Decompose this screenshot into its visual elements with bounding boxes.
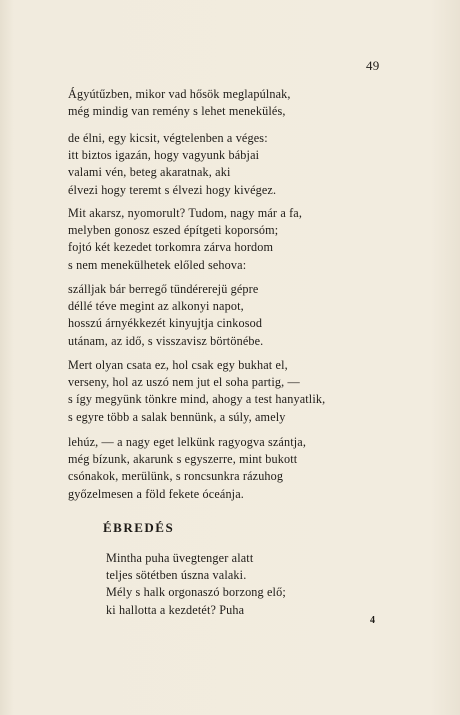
verse-line: Mit akarsz, nyomorult? Tudom, nagy már a fa, — [68, 206, 303, 220]
verse-line: győzelmesen a föld fekete óceánja. — [68, 486, 244, 501]
stanza-1 — [68, 86, 291, 120]
verse-line: de élni, egy kicsit, végtelenben a véges: — [68, 131, 268, 145]
stanza-6 — [68, 434, 306, 503]
stanza-4 — [68, 281, 263, 350]
verse-line: déllé téve megint az alkonyi napot, — [68, 299, 244, 314]
verse-line: teljes sötétben úszna valaki. — [106, 568, 247, 583]
verse-line: itt biztos igazán, hogy vagyunk bábjai — [68, 148, 260, 163]
verse-line: verseny, hol az uszó nem jut el soha partig, — — [68, 375, 300, 390]
page-number: 49 — [366, 58, 380, 73]
verse-line: valami vén, beteg akaratnak, aki — [68, 165, 231, 180]
stanza-5 — [68, 357, 325, 426]
stanza-3 — [68, 205, 302, 274]
verse-line: s egyre több a salak bennünk, a súly, amely — [68, 409, 286, 424]
verse-line: szálljak bár berregő tündérerejü gépre — [68, 282, 259, 296]
verse-line: fojtó két kezedet torkomra zárva hordom — [68, 240, 274, 255]
verse-line: s így megyünk tönkre mind, ahogy a test hanyatlik, — [68, 392, 326, 407]
verse-line: s nem menekülhetek előled sehova: — [68, 257, 247, 272]
verse-line: lehúz, — a nagy eget lelkünk ragyogva szántja, — [68, 435, 307, 449]
verse-line: utánam, az idő, s visszavisz börtönébe. — [68, 333, 264, 348]
signature-mark: 4 — [370, 615, 375, 626]
verse-line: még bízunk, akarunk s egyszerre, mint bukott — [68, 452, 298, 467]
verse-line: csónakok, merülünk, s roncsunkra rázuhog — [68, 469, 284, 484]
verse-line: még mindig van remény s lehet menekülés, — [68, 104, 286, 119]
verse-line: Mintha puha üvegtenger alatt — [106, 551, 254, 565]
verse-line: Mert olyan csata ez, hol csak egy bukhat el, — [68, 358, 288, 372]
verse-line: ki hallotta a kezdetét? Puha — [106, 602, 245, 617]
verse-line: hosszú árnyékkezét kinyujtja cinkosod — [68, 316, 263, 331]
poem-title: ÉBREDÉS — [103, 520, 175, 535]
stanza-2 — [68, 130, 276, 199]
verse-line: melyben gonosz eszed építgeti koporsóm; — [68, 223, 279, 238]
verse-line: Ágyútűzben, mikor vad hősök meglapúlnak, — [68, 87, 291, 101]
verse-line: Mély s halk orgonaszó borzong elő; — [106, 585, 286, 600]
verse-line: élvezi hogy teremt s élvezi hogy kivégez. — [68, 182, 277, 197]
stanza-next-poem — [106, 550, 286, 619]
